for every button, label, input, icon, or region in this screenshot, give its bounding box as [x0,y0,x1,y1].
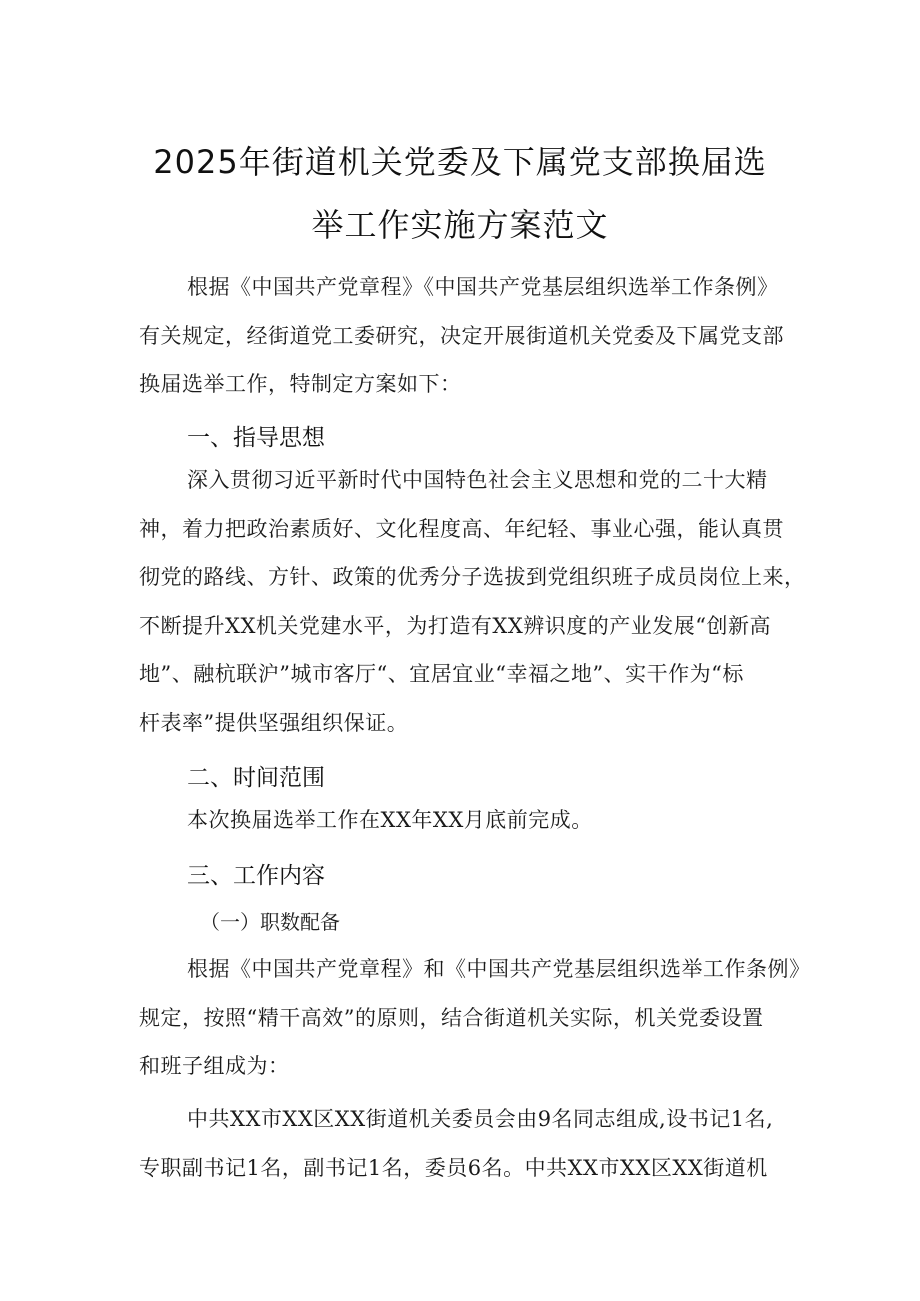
section-1-line: 地”、融杭联沪”城市客厅“、宜居宜业“幸福之地”、实干作为“标 [139,662,744,686]
section-1-paragraph [139,456,806,747]
intro-line: 有关规定，经街道党工委研究，决定开展街道机关党委及下属党支部 [139,323,784,348]
section-3-line: 专职副书记1名，副书记1名，委员6名。中共XX市XX区XX街道机 [139,1155,768,1180]
section-2-line: 本次换届选举工作在XX年XX月底前完成。 [187,808,593,832]
section-1-line: 彻党的路线、方针、政策的优秀分子选拔到党组织班子成员岗位上来， [139,565,806,589]
document-title-line-2: 举工作实施方案范文 [311,206,609,244]
section-3-line: 和班子组成为： [139,1054,290,1078]
section-1-heading: 一、指导思想 [187,425,325,451]
section-1-line: 深入贯彻习近平新时代中国特色社会主义思想和党的二十大精 [187,468,768,492]
section-2-paragraph [139,796,789,845]
section-1-line: 不断提升XX机关党建水平，为打造有XX辨识度的产业发展“创新高 [139,613,772,638]
section-3-paragraph-2 [139,1095,789,1192]
section-1-line: 神，着力把政治素质好、文化程度高、年纪轻、事业心强，能认真贯 [139,516,784,541]
section-3-paragraph-1 [139,945,811,1091]
intro-line: 根据《中国共产党章程》《中国共产党基层组织选举工作条例》 [187,275,779,299]
section-2-heading: 二、时间范围 [187,765,325,791]
section-3-line: 规定，按照“精干高效”的原则，结合街道机关实际，机关党委设置 [139,1005,764,1030]
section-3-line: 中共XX市XX区XX街道机关委员会由9名同志组成,设书记1名, [187,1107,774,1131]
section-3-heading: 三、工作内容 [187,863,325,889]
section-3-subheading: （一）职数配备 [200,910,340,934]
section-1-line: 杆表率”提供坚强组织保证。 [139,710,409,735]
document-title-line-1: 2025年街道机关党委及下属党支部换届选 [153,143,767,181]
section-3-line: 根据《中国共产党章程》和《中国共产党基层组织选举工作条例》 [187,957,811,981]
intro-paragraph [139,263,789,409]
intro-line: 换届选举工作，特制定方案如下： [139,372,462,396]
